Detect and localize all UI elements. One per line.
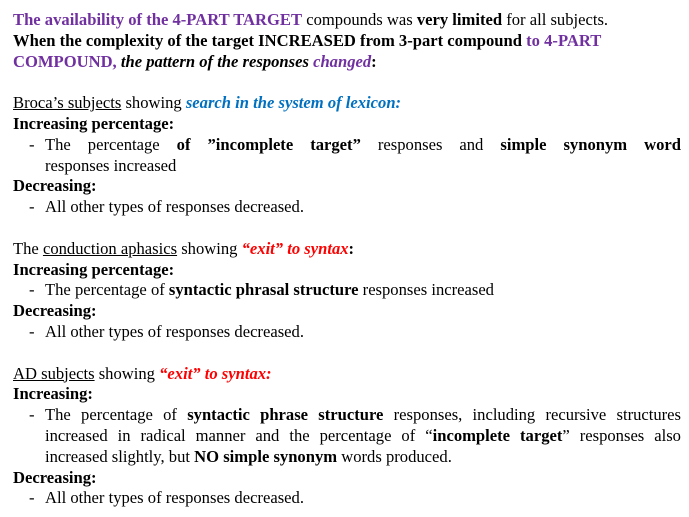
intro-complexity-text: When the complexity of the target INCREASED from 3-part compound [13,30,527,50]
broca-increasing-line-2: responses increased [45,155,177,175]
ad-increasing-line-1: The percentage of syntactic phrase structure responses, including recursive structures [45,405,682,425]
broca-showing: showing [121,93,186,113]
intro-text: compounds was [302,10,417,29]
conduction-increasing-heading: Increasing percentage: [13,259,175,279]
ad-increasing-item [13,405,681,467]
broca-decreasing-item [13,197,681,218]
conduction-heading: The conduction aphasics showing “exit” to syntax: [13,238,355,258]
conduction-increasing-text: The percentage of syntactic phrasal structure responses increased [45,280,494,300]
ad-heading: AD subjects showing “exit” to syntax: [13,363,272,383]
dash-bullet: - [29,134,35,154]
ad-decreasing-heading: Decreasing: [13,467,97,487]
dash-bullet: - [29,321,35,341]
ad-increasing-text [45,405,681,467]
conduction-increasing-item [13,280,681,301]
broca-incomplete-target: of ”incomplete target” [176,134,361,154]
ad-syntactic-phrase: syntactic phrase structure [187,405,384,425]
conduction-decreasing-item [13,322,681,343]
intro-4part: to 4-PART [526,30,602,50]
spacer [13,72,681,93]
intro-changed: changed [313,51,372,71]
ad-increasing-line-3: increased slightly, but NO simple synonym words produced. [45,446,452,466]
intro-target-phrase: The availability of the 4-PART TARGET [13,10,303,29]
ad-increasing-heading: Increasing: [13,384,93,404]
broca-finding: search in the system of lexicon: [185,93,402,113]
ad-decreasing-text: All other types of responses decreased. [45,488,304,508]
broca-subject: Broca’s subjects [13,93,122,113]
broca-decreasing-text: All other types of responses decreased. [45,197,304,217]
intro-text: for all subjects. [502,10,609,29]
intro-colon: : [371,51,377,71]
intro-emphasis: very limited [416,10,503,29]
conduction-decreasing-heading: Decreasing: [13,301,97,321]
conduction-decreasing-text: All other types of responses decreased. [45,321,304,341]
dash-bullet: - [29,280,35,300]
intro-compound: COMPOUND, [13,51,117,71]
broca-increasing-line-1: The percentage of ”incomplete target” responses and simple synonym word [45,134,681,154]
ad-finding: “exit” to syntax: [159,363,272,383]
conduction-syntactic-phrasal: syntactic phrasal structure [168,280,359,300]
broca-increasing-item [13,135,681,177]
conduction-finding: “exit” to syntax [241,238,349,258]
dash-bullet: - [29,488,35,508]
spacer [13,218,681,239]
intro-line-2 [13,31,681,52]
intro-line-3 [13,52,681,73]
broca-decreasing-heading: Decreasing: [13,176,97,196]
broca-increasing-heading: Increasing percentage: [13,113,175,133]
intro-pattern-text: the pattern of the responses [116,51,314,71]
ad-decreasing-item [13,488,681,509]
broca-simple-synonym: simple synonym word [500,134,681,154]
ad-incomplete-target: incomplete target [432,425,563,445]
dash-bullet: - [29,405,35,425]
ad-increasing-line-2: increased in radical manner and the percentage of “incomplete target” responses also [45,425,681,445]
ad-subject: AD subjects [13,363,95,383]
dash-bullet: - [29,197,35,217]
broca-increasing-text [45,135,681,177]
spacer [13,343,681,364]
broca-heading [13,93,681,114]
conduction-subject: conduction aphasics [42,238,178,258]
intro-line-1 [13,10,681,31]
ad-no-simple-synonym: NO simple synonym [194,446,338,466]
